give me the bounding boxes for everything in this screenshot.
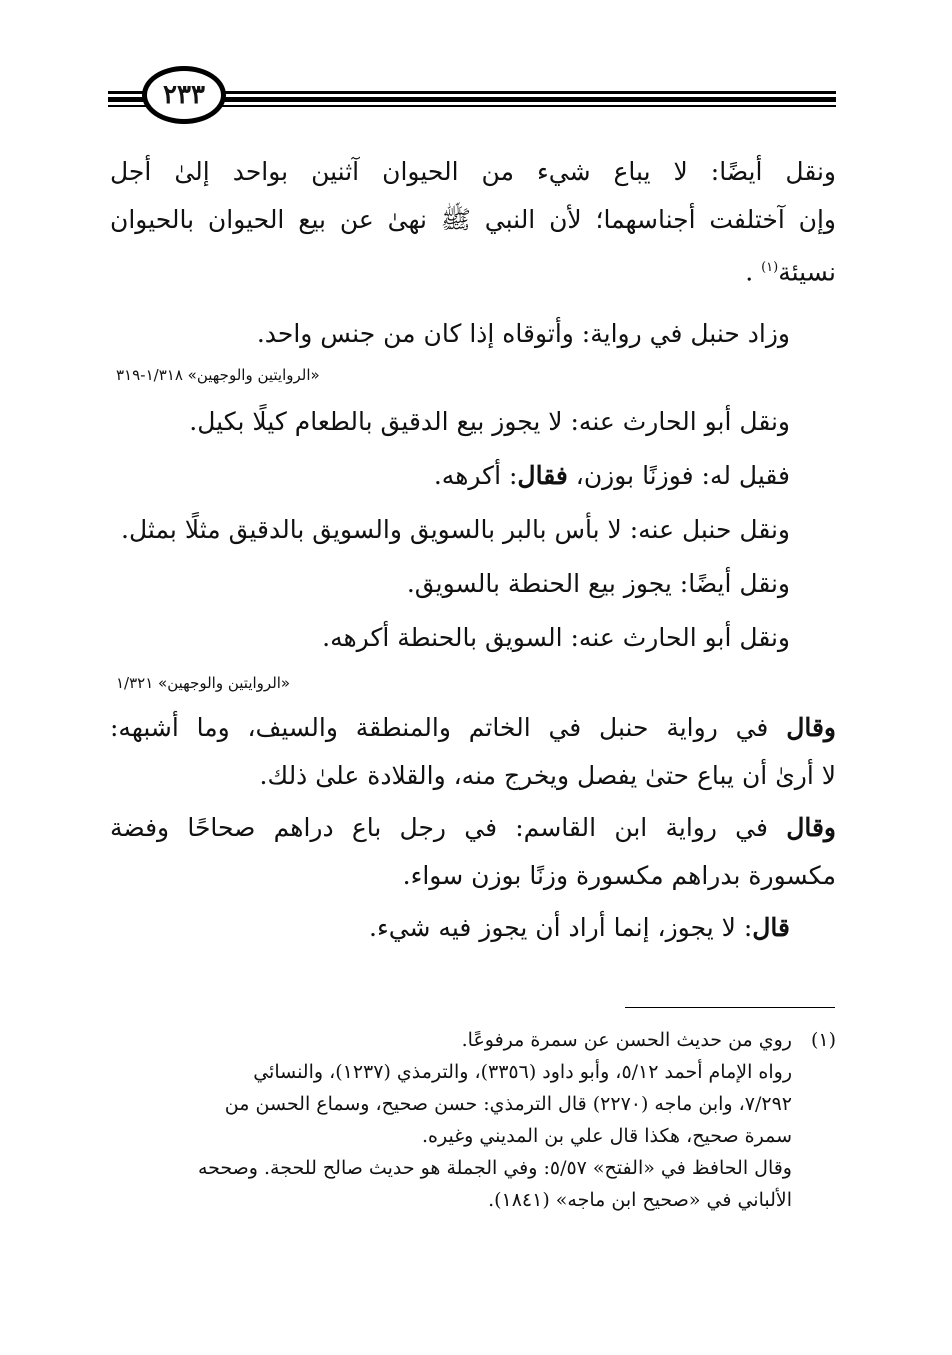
text-span: في رواية ابن القاسم: في رجل باع دراهم صحاحًا وفضة [110,813,787,843]
text-line: ونقل أيضًا: يجوز بيع الحنطة بالسويق. [406,569,790,599]
text-span: : لا يجوز، إنما أراد أن يجوز فيه شيء. [369,913,753,943]
text-span: فقيل له: فوزنًا بوزن، [567,461,790,491]
footnote-ref: (١) [761,260,779,275]
footnote-text: روي من حديث الحسن عن سمرة مرفوعًا. [461,1029,792,1051]
text-line: ونقل أبو الحارث عنه: السويق بالحنطة أكرهه. [322,623,790,653]
source-citation [110,666,836,700]
bold-word: قال [752,913,790,943]
text-span: نسيئة [778,257,836,287]
text-span: . [745,257,754,287]
footnote-line: وقال الحافظ في «الفتح» ٥/٥٧: وفي الجملة هو حديث صالح للحجة. وصححه [197,1157,792,1179]
bold-word: فقال [517,461,568,491]
footnote-number: (١) [810,1029,836,1051]
footnote-line [110,1024,836,1056]
footnote-line: سمرة صحيح، هكذا قال علي بن المديني وغيره. [421,1125,792,1147]
text-line: وزاد حنبل في رواية: وأتوقاه إذا كان من جنس واحد. [256,319,790,349]
text-line [110,904,836,952]
text-line: ونقل أيضًا: لا يباع شيء من الحيوان آثنين بواحد إلىٰ أجل [110,157,836,186]
citation-text: «الروايتين والوجهين» ١/٣٢١ [116,674,291,693]
text-line: لا أرىٰ أن يباع حتىٰ يفصل ويخرج منه، والقلادة علىٰ ذلك. [259,761,836,791]
text-line: مكسورة بدراهم مكسورة وزنًا بوزن سواء. [402,861,836,891]
text-line [110,452,836,500]
source-citation [110,358,836,392]
main-text [110,148,836,952]
footnote-line: ٧/٢٩٢، وابن ماجه (٢٢٧٠) قال الترمذي: حسن صحيح، وسماع الحسن من [224,1093,792,1115]
page-header [108,66,836,128]
text-line [110,704,836,752]
page-number: ٢٣٣ [142,66,226,124]
text-line [110,804,836,852]
text-line [110,244,836,296]
footnote-line: رواه الإمام أحمد ٥/١٢، وأبو داود (٣٣٥٦)، والترمذي (١٢٣٧)، والنسائي [253,1061,792,1083]
text-span: في رواية حنبل في الخاتم والمنطقة والسيف، وما أشبهه: [110,713,787,743]
bold-word: وقال [786,713,836,743]
text-line: ونقل أبو الحارث عنه: لا يجوز بيع الدقيق بالطعام كيلًا بكيل. [189,407,790,437]
footnote-separator [625,1007,835,1008]
text-span: : أكرهه. [433,461,518,491]
footnotes [110,1024,836,1216]
bold-word: وقال [786,813,836,843]
footnote-line: الألباني في «صحيح ابن ماجه» (١٨٤١). [488,1189,792,1211]
text-line: وإن آختلفت أجناسهما؛ لأن النبي ﷺ نهىٰ عن بيع الحيوان بالحيوان [110,205,836,234]
citation-text: «الروايتين والوجهين» ١/٣١٨-٣١٩ [116,366,320,385]
text-line: ونقل حنبل عنه: لا بأس بالبر بالسويق والسويق بالدقيق مثلًا بمثل. [121,515,790,545]
